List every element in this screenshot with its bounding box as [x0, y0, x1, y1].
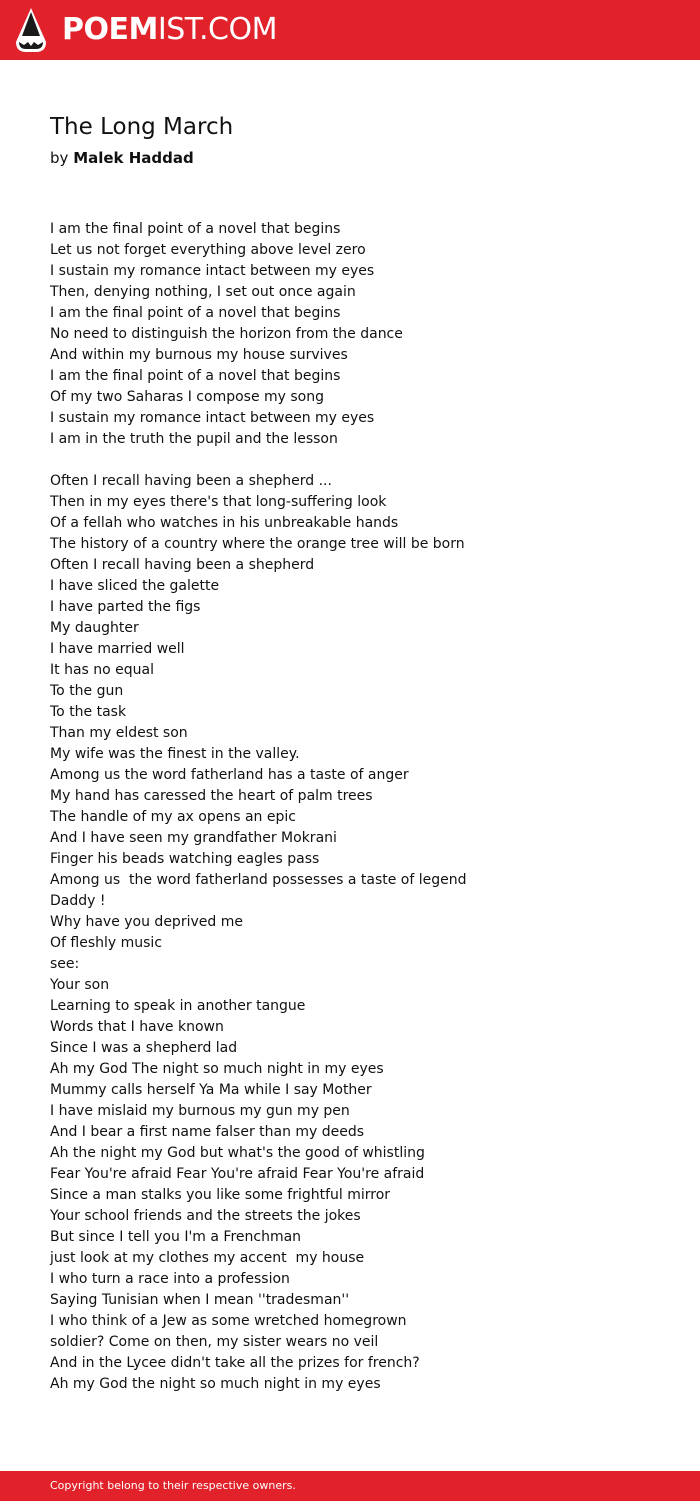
poem-line: Often I recall having been a shepherd ... — [50, 473, 332, 489]
poem-stanza — [50, 219, 670, 450]
author-name: Malek Haddad — [73, 149, 194, 167]
poem-line: To the gun — [50, 683, 124, 699]
poem-line: Of a fellah who watches in his unbreakable hands — [50, 515, 399, 531]
poem-line: My daughter — [50, 620, 139, 636]
poem-line: Finger his beads watching eagles pass — [50, 851, 320, 867]
poem-line: And I bear a first name falser than my deeds — [50, 1124, 365, 1140]
poem-line: I have mislaid my burnous my gun my pen — [50, 1103, 350, 1119]
poem-line: And within my burnous my house survives — [50, 347, 348, 363]
site-logo-text[interactable] — [62, 10, 277, 50]
poem-line: Of fleshly music — [50, 935, 163, 951]
poem-line: Words that I have known — [50, 1019, 224, 1035]
brand-bold-text: POEM — [62, 12, 158, 47]
pencil-tip-icon[interactable] — [16, 8, 46, 52]
poem-line: Often I recall having been a shepherd — [50, 557, 315, 573]
poem-line: Of my two Saharas I compose my song — [50, 389, 325, 405]
poem-line: just look at my clothes my accent my house — [50, 1250, 365, 1266]
poem-line: Let us not forget everything above level zero — [50, 242, 366, 258]
poem-title: The Long March — [50, 114, 234, 140]
poem-line: I am the final point of a novel that begins — [50, 368, 341, 384]
poem-line: Ah my God The night so much night in my eyes — [50, 1061, 384, 1077]
poem-line: I sustain my romance intact between my eyes — [50, 263, 375, 279]
site-footer — [0, 1471, 700, 1501]
poem-line: Ah the night my God but what's the good of whistling — [50, 1145, 425, 1161]
poem-line: And in the Lycee didn't take all the prizes for french? — [50, 1355, 420, 1371]
poem-line: Since I was a shepherd lad — [50, 1040, 238, 1056]
poem-line: But since I tell you I'm a Frenchman — [50, 1229, 302, 1245]
poem-line: see: — [50, 956, 80, 972]
poem-line: I am the final point of a novel that begins — [50, 305, 341, 321]
poem-line: The history of a country where the orange tree will be born — [50, 536, 465, 552]
poem-line: Among us the word fatherland possesses a taste of legend — [50, 872, 467, 888]
poem-line: I have married well — [50, 641, 185, 657]
poem-line: I sustain my romance intact between my eyes — [50, 410, 375, 426]
poem-line: The handle of my ax opens an epic — [50, 809, 296, 825]
poem-line: My wife was the finest in the valley. — [50, 746, 300, 762]
by-label: by — [50, 149, 69, 167]
copyright-text: Copyright belong to their respective owners. — [50, 1479, 296, 1492]
poem-line: My hand has caressed the heart of palm trees — [50, 788, 373, 804]
poem-line: To the task — [50, 704, 127, 720]
poem-line: Mummy calls herself Ya Ma while I say Mother — [50, 1082, 372, 1098]
poem-line: Then in my eyes there's that long-suffering look — [50, 494, 387, 510]
poem-line: Ah my God the night so much night in my eyes — [50, 1376, 381, 1392]
poem-line: Saying Tunisian when I mean ''tradesman'' — [50, 1292, 350, 1308]
poem-stanza — [50, 471, 670, 1395]
poem-line: soldier? Come on then, my sister wears no veil — [50, 1334, 379, 1350]
site-header — [0, 0, 700, 60]
poem-line: It has no equal — [50, 662, 154, 678]
poem-line: Among us the word fatherland has a taste of anger — [50, 767, 409, 783]
poem-line: Why have you deprived me — [50, 914, 243, 930]
poem-line: Fear You're afraid Fear You're afraid Fear You're afraid — [50, 1166, 425, 1182]
poem-line: Then, denying nothing, I set out once again — [50, 284, 356, 300]
poem-line: Learning to speak in another tangue — [50, 998, 306, 1014]
poem-line: Your son — [50, 977, 110, 993]
poem-line: I have sliced the galette — [50, 578, 220, 594]
poem-line: I am the final point of a novel that begins — [50, 221, 341, 237]
byline — [50, 148, 194, 168]
poem-line: I am in the truth the pupil and the lesson — [50, 431, 338, 447]
poem-line: Since a man stalks you like some frightful mirror — [50, 1187, 391, 1203]
poem-line: I have parted the figs — [50, 599, 201, 615]
poem-line: No need to distinguish the horizon from the dance — [50, 326, 403, 342]
poem-line: Your school friends and the streets the jokes — [50, 1208, 361, 1224]
poem-line: I who turn a race into a profession — [50, 1271, 290, 1287]
poem-line: Daddy ! — [50, 893, 106, 909]
poem-line: And I have seen my grandfather Mokrani — [50, 830, 337, 846]
brand-light-text: IST.COM — [157, 12, 277, 47]
poem-body — [50, 219, 670, 1395]
poem-line: I who think of a Jew as some wretched homegrown — [50, 1313, 407, 1329]
poem-line: Than my eldest son — [50, 725, 188, 741]
stanza-break — [50, 450, 670, 471]
